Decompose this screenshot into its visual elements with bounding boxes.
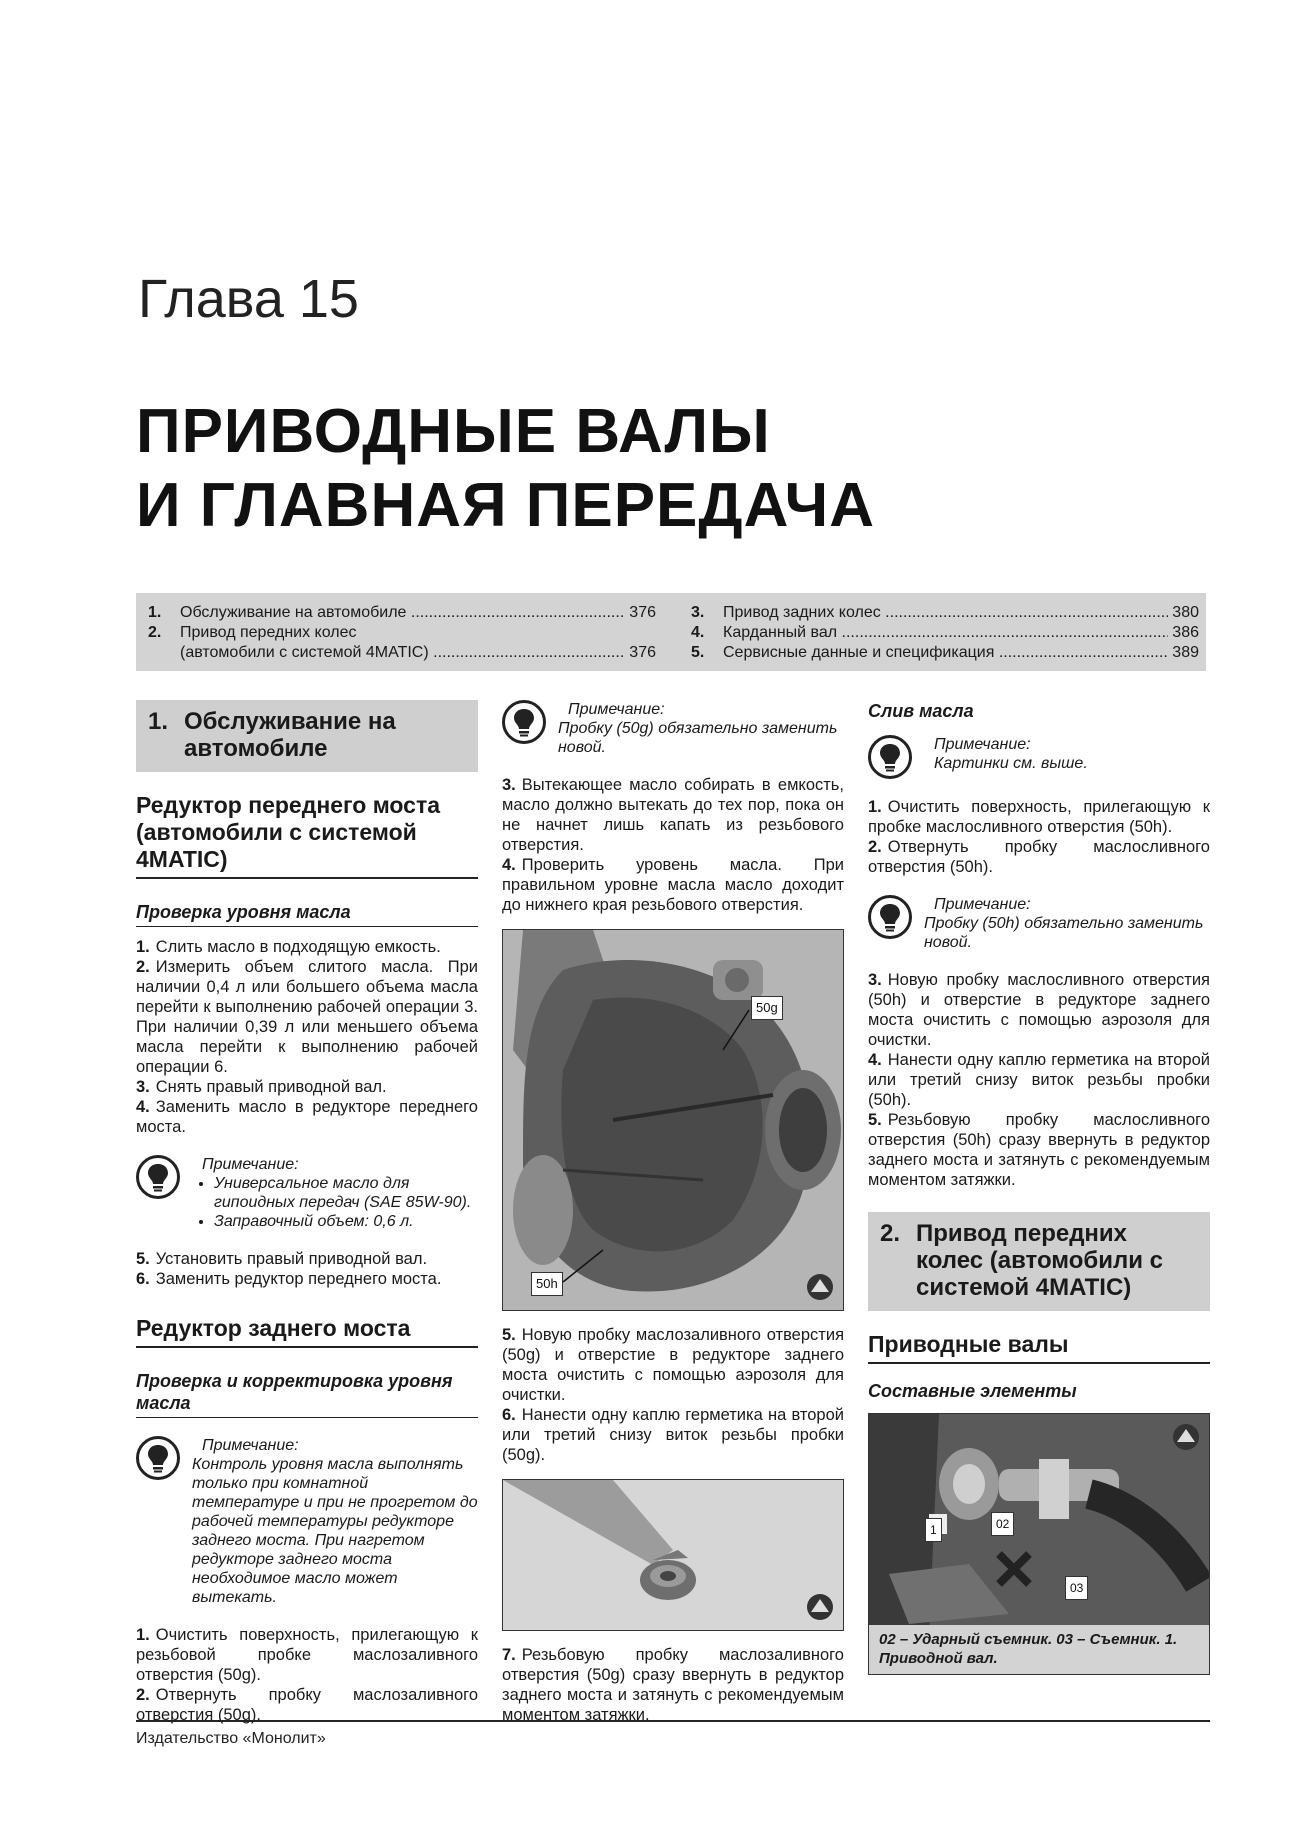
- toc-page: 376: [629, 604, 656, 621]
- step-number: 5.: [136, 1250, 150, 1268]
- step-item: [502, 855, 844, 915]
- toc-entry[interactable]: [148, 623, 656, 643]
- step-text: Установить правый приводной вал.: [155, 1250, 428, 1268]
- title-line-2: И ГЛАВНАЯ ПЕРЕДАЧА: [136, 471, 875, 540]
- step-text: Снять правый приводной вал.: [155, 1078, 387, 1096]
- section-number: 1.: [148, 708, 169, 735]
- figure-label-50h: 50h: [531, 1272, 563, 1296]
- page-title: [136, 395, 875, 543]
- step-text: Новую пробку маслосливного отверстия (50h) и отверстие в редукторе заднего моста очистить с помощью аэрозоля для очистки.: [868, 971, 1210, 1049]
- toc-entry[interactable]: [691, 623, 1199, 643]
- step-number: 3.: [868, 971, 882, 989]
- column-3: [868, 700, 1210, 1689]
- step-number: 2.: [868, 838, 882, 856]
- toc-title: Привод передних колес: [180, 624, 357, 641]
- note-body: [192, 1436, 478, 1607]
- note-list: [192, 1174, 478, 1231]
- note-text: Пробку (50h) обязательно заменить новой.: [924, 915, 1204, 951]
- lightbulb-icon: [868, 735, 912, 779]
- publisher-footer: Издательство «Монолит»: [136, 1730, 326, 1747]
- step-text: Резьбовую пробку маслозаливного отверстия (50g) сразу ввернуть в редуктор заднего моста и затянуть с рекомендуемым моментом затяжки.: [502, 1646, 844, 1724]
- step-text: Вытекающее масло собирать в емкость, масло должно вытекать до тех пор, пока он не начнет лишь капать из резьбового отверстия.: [502, 776, 844, 854]
- step-number: 4.: [868, 1051, 882, 1069]
- note-title: Примечание:: [202, 1156, 299, 1173]
- step-number: 6.: [136, 1270, 150, 1288]
- note-box: [868, 895, 1210, 952]
- step-text: Очистить поверхность, прилегающую к резьбовой пробке маслозаливного отверстия (50g).: [136, 1626, 478, 1684]
- step-number: 5.: [502, 1326, 516, 1344]
- step-item: [136, 957, 478, 1077]
- logo-stamp-icon: [805, 1592, 835, 1622]
- step-text: Слить масло в подходящую емкость.: [155, 938, 441, 956]
- note-box: [136, 1436, 478, 1607]
- toc-entry[interactable]: [691, 643, 1199, 663]
- subheading-components: Составные элементы: [868, 1381, 1077, 1401]
- footer-divider: [136, 1720, 1210, 1722]
- figure-label-50g: 50g: [751, 996, 783, 1020]
- subheading-oil-check: Проверка уровня масла: [136, 901, 478, 927]
- step-text: Заменить масло в редукторе переднего моста.: [136, 1098, 478, 1136]
- note-text: Пробку (50g) обязательно заменить новой.: [558, 720, 838, 756]
- step-item: [868, 837, 1210, 877]
- step-item: [136, 1269, 478, 1289]
- toc-page: 376: [629, 644, 656, 661]
- step-text: Проверить уровень масла. При правильном уровне масла масло доходит до нижнего края резьбового отверстия.: [502, 856, 844, 914]
- section-number: 2.: [880, 1220, 901, 1247]
- step-item: [502, 775, 844, 855]
- figure-label-1: 1: [925, 1518, 942, 1542]
- lightbulb-icon: [502, 700, 546, 744]
- note-box: [868, 735, 1210, 779]
- note-body: [924, 895, 1210, 952]
- note-body: [558, 700, 844, 757]
- step-item: [502, 1405, 844, 1465]
- note-text: Картинки см. выше.: [934, 755, 1088, 772]
- step-item: [868, 797, 1210, 837]
- note-box: [136, 1155, 478, 1231]
- step-text: Резьбовую пробку маслосливного отверстия (50h) сразу ввернуть в редуктор заднего моста и затянуть с рекомендуемым моментом затяжки.: [868, 1111, 1210, 1189]
- table-of-contents: [136, 593, 1206, 671]
- note-text: Контроль уровня масла выполнять только при комнатной температуре и при не прогретом до рабочей температуры редукторе заднего моста. При нагретом редукторе заднего моста необходимое масло может вытекать.: [192, 1456, 478, 1606]
- step-text: Нанести одну каплю герметика на второй или третий снизу виток резьбы пробки (50h).: [868, 1051, 1210, 1109]
- subheading-drive-shafts: Приводные валы: [868, 1331, 1210, 1364]
- section-title: Обслуживание на автомобиле: [184, 708, 396, 762]
- step-item: [136, 1077, 478, 1097]
- note-body: [924, 735, 1088, 779]
- note-title: Примечание:: [934, 736, 1031, 753]
- section-heading-1: [136, 700, 478, 772]
- lightbulb-icon: [868, 895, 912, 939]
- step-number: 5.: [868, 1111, 882, 1129]
- step-number: 1.: [136, 938, 150, 956]
- step-item: [502, 1645, 844, 1725]
- step-item: [136, 1097, 478, 1137]
- note-title: Примечание:: [934, 896, 1031, 913]
- step-item: [136, 937, 478, 957]
- note-title: Примечание:: [202, 1437, 299, 1454]
- step-item: [502, 1325, 844, 1405]
- tools-photo: [869, 1414, 1209, 1634]
- subheading-rear-axle: Редуктор заднего моста: [136, 1315, 478, 1348]
- logo-stamp-icon: [805, 1272, 835, 1302]
- step-number: 3.: [502, 776, 516, 794]
- gearbox-photo: [503, 930, 843, 1310]
- step-number: 1.: [868, 798, 882, 816]
- toc-number: 2.: [148, 624, 162, 641]
- step-text: Отвернуть пробку маслосливного отверстия (50h).: [868, 838, 1210, 876]
- note-list-item: • Универсальное масло для гипоидных передач (SAE 85W-90).: [214, 1174, 478, 1212]
- step-text: Заменить редуктор переднего моста.: [155, 1270, 442, 1288]
- toc-entry[interactable]: [148, 603, 656, 623]
- column-2: [502, 700, 844, 1725]
- figure-caption: 02 – Ударный съемник. 03 – Съемник. 1. Приводной вал.: [869, 1625, 1209, 1674]
- chapter-label: Глава 15: [138, 269, 359, 329]
- toc-page: 380: [1172, 604, 1199, 621]
- step-text: Отвернуть пробку маслозаливного отверстия (50g).: [136, 1686, 478, 1724]
- toc-title: Сервисные данные и спецификация .....: [723, 643, 1168, 663]
- step-item: [136, 1625, 478, 1685]
- sealant-photo: [503, 1480, 843, 1630]
- step-number: 3.: [136, 1078, 150, 1096]
- figure-label-02: 02: [991, 1512, 1014, 1536]
- step-item: [136, 1685, 478, 1725]
- note-title: Примечание:: [568, 701, 665, 718]
- subheading-oil-check-adjust: Проверка и корректировка уровня масла: [136, 1370, 478, 1418]
- lightbulb-icon: [136, 1155, 180, 1199]
- logo-stamp-icon: [1171, 1422, 1201, 1452]
- note-box: [502, 700, 844, 757]
- toc-page: 386: [1172, 624, 1199, 641]
- step-number: 4.: [502, 856, 516, 874]
- step-item: [868, 1110, 1210, 1190]
- figure-rear-axle-gearbox: [502, 929, 844, 1311]
- toc-left-column: [148, 603, 656, 663]
- toc-entry-continued[interactable]: [148, 643, 656, 663]
- toc-title: Обслуживание на автомобиле .....: [180, 603, 625, 623]
- step-item: [136, 1249, 478, 1269]
- step-item: [868, 970, 1210, 1050]
- toc-number: 3.: [691, 604, 705, 621]
- toc-title: Карданный вал .....: [723, 623, 1168, 643]
- step-number: 6.: [502, 1406, 516, 1424]
- step-number: 7.: [502, 1646, 516, 1664]
- step-item: [868, 1050, 1210, 1110]
- step-text: Измерить объем слитого масла. При наличии 0,4 л или большего объема масла перейти к выполнению рабочей операции 3. При наличии 0,39 л или меньшего объема масла перейти к выполнению рабочей операции 6.: [136, 958, 478, 1076]
- toc-title: Привод задних колес .....: [723, 603, 1168, 623]
- subheading-front-axle: Редуктор переднего моста (автомобили с системой 4MATIC): [136, 792, 478, 879]
- toc-page: 389: [1172, 644, 1199, 661]
- toc-entry[interactable]: [691, 603, 1199, 623]
- step-text: Нанести одну каплю герметика на второй или третий снизу виток резьбы пробки (50g).: [502, 1406, 844, 1464]
- step-number: 2.: [136, 1686, 150, 1704]
- figure-label-03: 03: [1065, 1576, 1088, 1600]
- toc-number: 1.: [148, 604, 162, 621]
- step-number: 4.: [136, 1098, 150, 1116]
- step-number: 2.: [136, 958, 150, 976]
- note-list-item: • Заправочный объем: 0,6 л.: [214, 1212, 478, 1231]
- lightbulb-icon: [136, 1436, 180, 1480]
- note-body: [192, 1155, 478, 1231]
- step-text: Новую пробку маслозаливного отверстия (50g) и отверстие в редукторе заднего моста очистить с помощью аэрозоля для очистки.: [502, 1326, 844, 1404]
- column-1: [136, 700, 478, 1725]
- toc-number: 5.: [691, 644, 705, 661]
- toc-title-continued: (автомобили с системой 4MATIC) .....: [180, 643, 625, 663]
- section-heading-2: [868, 1212, 1210, 1311]
- toc-right-column: [691, 603, 1199, 663]
- title-line-1: ПРИВОДНЫЕ ВАЛЫ: [136, 397, 771, 466]
- step-number: 1.: [136, 1626, 150, 1644]
- subheading-oil-drain: Слив масла: [868, 701, 974, 721]
- step-text: Очистить поверхность, прилегающую к пробке маслосливного отверстия (50h).: [868, 798, 1210, 836]
- figure-drive-shaft-tools: [868, 1413, 1210, 1675]
- section-title: Привод передних колес (автомобили с системой 4MATIC): [916, 1220, 1163, 1301]
- toc-number: 4.: [691, 624, 705, 641]
- figure-sealant-plug: [502, 1479, 844, 1631]
